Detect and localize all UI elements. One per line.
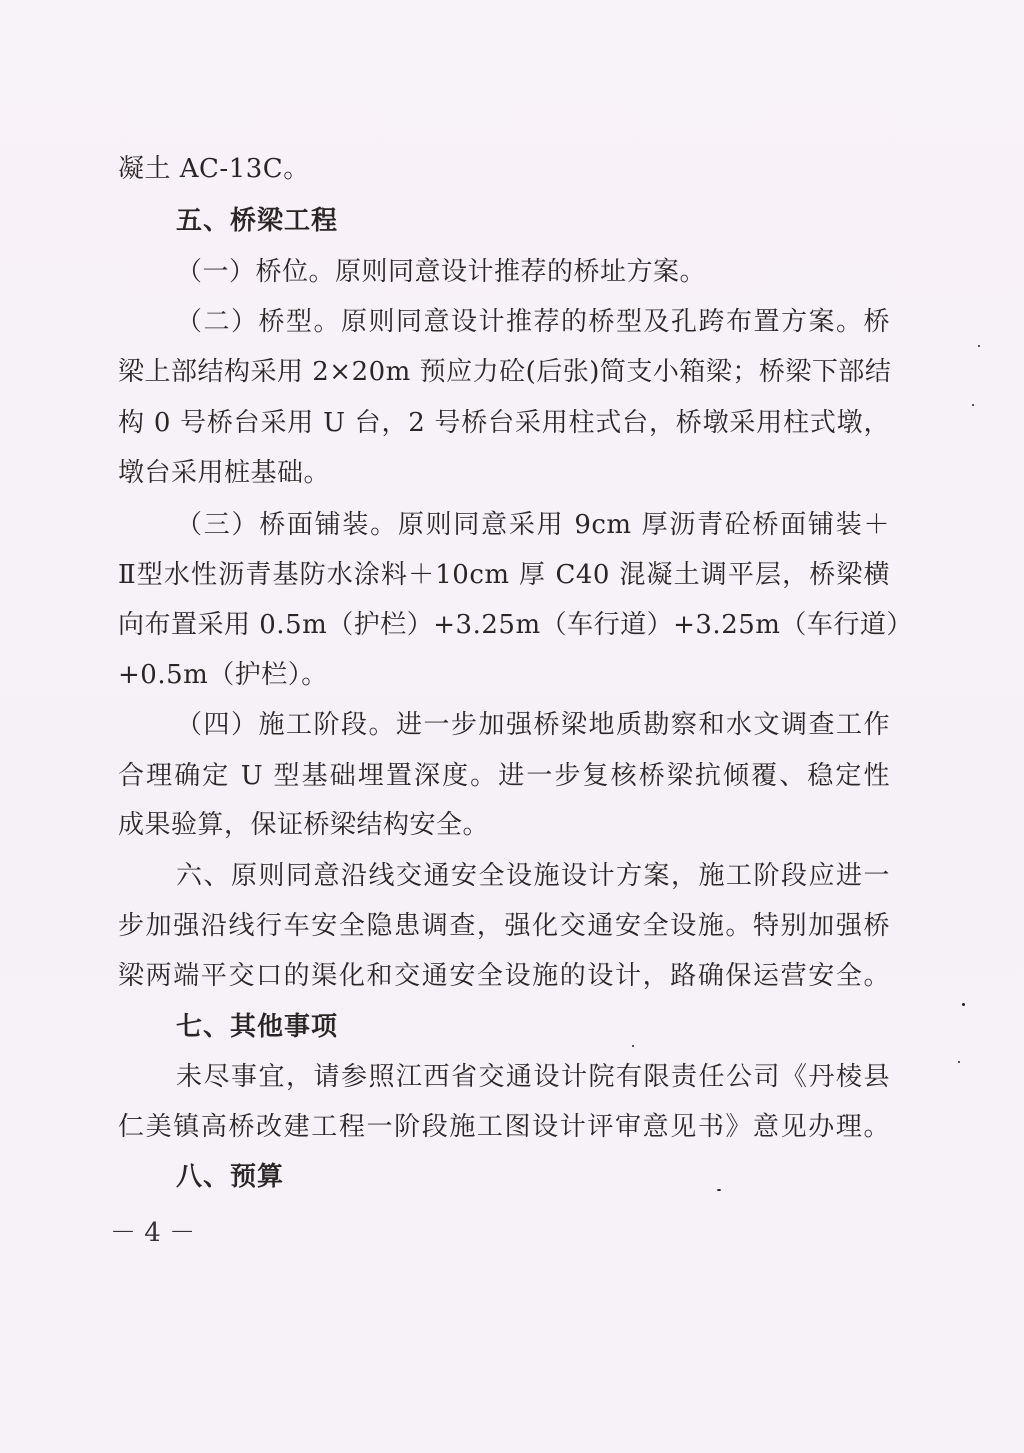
paragraph-traffic-safety-line-3: 梁两端平交口的渠化和交通安全设施的设计，路确保运营安全。 — [118, 961, 890, 991]
paragraph-bridge-location: （一）桥位。原则同意设计推荐的桥址方案。 — [176, 257, 707, 287]
paragraph-traffic-safety-line-1: 六、原则同意沿线交通安全设施设计方案，施工阶段应进一 — [176, 861, 890, 891]
page-number: － 4 － — [110, 1218, 196, 1248]
text-line-continuation: 凝土 AC-13C。 — [118, 154, 310, 184]
scan-speck — [632, 1045, 634, 1047]
paragraph-deck-pavement-line-4: +0.5m（护栏）。 — [118, 660, 328, 690]
scan-speck — [717, 1189, 721, 1191]
scan-speck — [958, 1061, 960, 1063]
paragraph-construction-stage-line-2: 合理确定 U 型基础埋置深度。进一步复核桥梁抗倾覆、稳定性 — [118, 761, 890, 791]
scan-speck — [978, 345, 980, 347]
scan-speck — [962, 1003, 965, 1006]
section-heading-other-matters: 七、其他事项 — [176, 1012, 339, 1042]
paragraph-bridge-type-line-3: 构 0 号桥台采用 U 台，2 号桥台采用柱式台，桥墩采用柱式墩， — [118, 408, 890, 438]
paragraph-other-matters-line-2: 仁美镇高桥改建工程一阶段施工图设计评审意见书》意见办理。 — [118, 1112, 890, 1142]
paragraph-bridge-type-line-2: 梁上部结构采用 2×20m 预应力砼(后张)简支小箱梁；桥梁下部结 — [118, 357, 892, 387]
paragraph-other-matters-line-1: 未尽事宜，请参照江西省交通设计院有限责任公司《丹棱县 — [176, 1062, 890, 1092]
paragraph-deck-pavement-line-3: 向布置采用 0.5m（护栏）+3.25m（车行道）+3.25m（车行道） — [118, 610, 913, 640]
scan-speck — [972, 404, 974, 406]
section-heading-bridge-engineering: 五、桥梁工程 — [176, 206, 339, 236]
paragraph-construction-stage-line-1: （四）施工阶段。进一步加强桥梁地质勘察和水文调查工作 — [176, 710, 890, 740]
paragraph-deck-pavement-line-2: Ⅱ型水性沥青基防水涂料＋10cm 厚 C40 混凝土调平层，桥梁横 — [118, 560, 890, 590]
section-heading-budget: 八、预算 — [176, 1162, 285, 1192]
paragraph-traffic-safety-line-2: 步加强沿线行车安全隐患调查，强化交通安全设施。特别加强桥 — [118, 911, 890, 941]
paragraph-deck-pavement-line-1: （三）桥面铺装。原则同意采用 9cm 厚沥青砼桥面铺装＋ — [176, 510, 890, 540]
paragraph-bridge-type-line-1: （二）桥型。原则同意设计推荐的桥型及孔跨布置方案。桥 — [176, 307, 890, 337]
paragraph-construction-stage-line-3: 成果验算，保证桥梁结构安全。 — [118, 810, 490, 840]
paragraph-bridge-type-line-4: 墩台采用桩基础。 — [118, 458, 331, 488]
